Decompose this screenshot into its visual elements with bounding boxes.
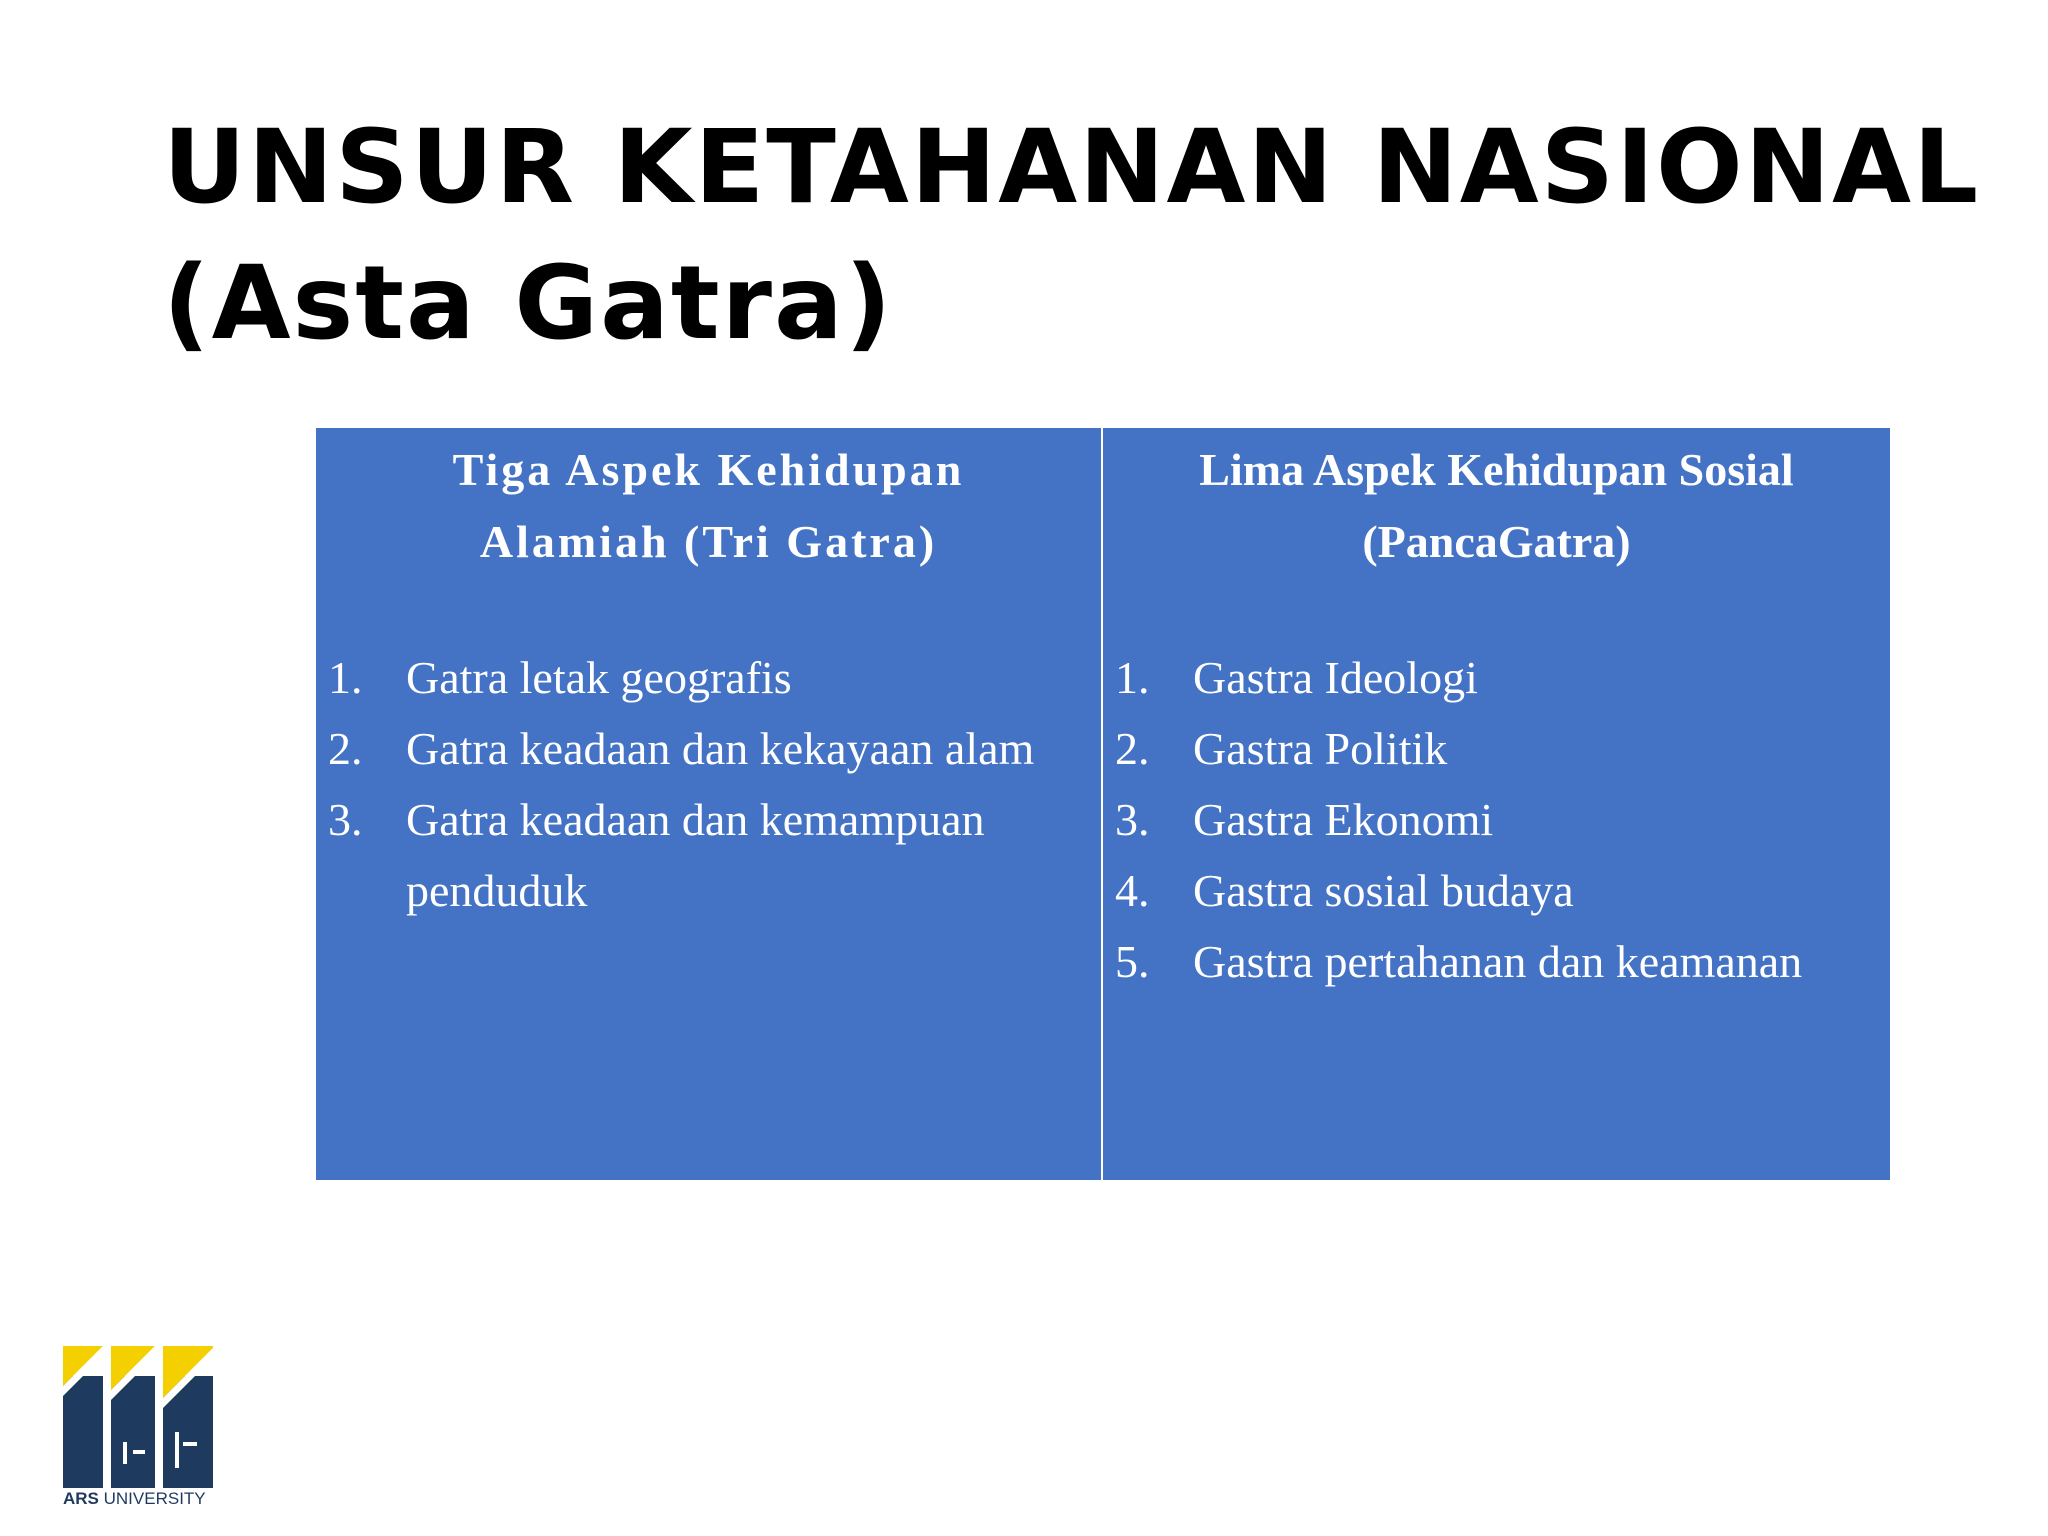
panca-gatra-list (1115, 642, 1882, 997)
logo-label (63, 1489, 213, 1509)
list-item-number: 2. (328, 723, 363, 774)
list-item (1115, 926, 1882, 997)
list-item (1115, 855, 1882, 926)
list-item-number: 3. (1115, 794, 1150, 845)
list-item-number: 1. (328, 652, 363, 703)
list-item (328, 784, 1093, 926)
tri-gatra-heading-line-1: Tiga Aspek Kehidupan (452, 444, 965, 495)
logo-brand-text: ARS (63, 1489, 99, 1508)
list-item-text: Gatra keadaan dan kekayaan alam (406, 723, 1035, 774)
panca-gatra-column (1103, 428, 1890, 1180)
panca-gatra-heading (1117, 428, 1876, 578)
list-item-text: Gatra letak geografis (406, 652, 792, 703)
ars-university-logo (63, 1346, 213, 1510)
logo-sub-text: UNIVERSITY (98, 1489, 206, 1508)
list-item (1115, 713, 1882, 784)
list-item (1115, 642, 1882, 713)
tri-gatra-list (328, 642, 1093, 926)
list-item-text: Gastra Ideologi (1193, 652, 1478, 703)
list-item-number: 4. (1115, 865, 1150, 916)
list-item-number: 2. (1115, 723, 1150, 774)
list-item-number: 5. (1115, 936, 1150, 987)
list-item-text: Gastra pertahanan dan keamanan (1193, 936, 1803, 987)
list-item-text: Gastra Politik (1193, 723, 1448, 774)
list-item-number: 1. (1115, 652, 1150, 703)
slide-title-line-1: UNSUR KETAHANAN NASIONAL (163, 108, 1981, 227)
tri-gatra-heading (330, 428, 1087, 578)
slide-title-line-2: (Asta Gatra) (163, 244, 894, 363)
panca-gatra-heading-line-2: (PancaGatra) (1362, 516, 1631, 567)
list-item-number: 3. (328, 794, 363, 845)
slide-title (163, 100, 2003, 372)
list-item (328, 713, 1093, 784)
list-item-text: Gastra sosial budaya (1193, 865, 1574, 916)
tri-gatra-column (316, 428, 1101, 1180)
tri-gatra-heading-line-2: Alamiah (Tri Gatra) (479, 516, 938, 567)
list-item-text: Gastra Ekonomi (1193, 794, 1494, 845)
list-item (1115, 784, 1882, 855)
ars-logo-mark-icon (63, 1346, 213, 1488)
aspects-table (316, 428, 1890, 1180)
list-item (328, 642, 1093, 713)
panca-gatra-heading-line-1: Lima Aspek Kehidupan Sosial (1199, 444, 1794, 495)
list-item-text: Gatra keadaan dan kemampuan penduduk (406, 794, 985, 916)
